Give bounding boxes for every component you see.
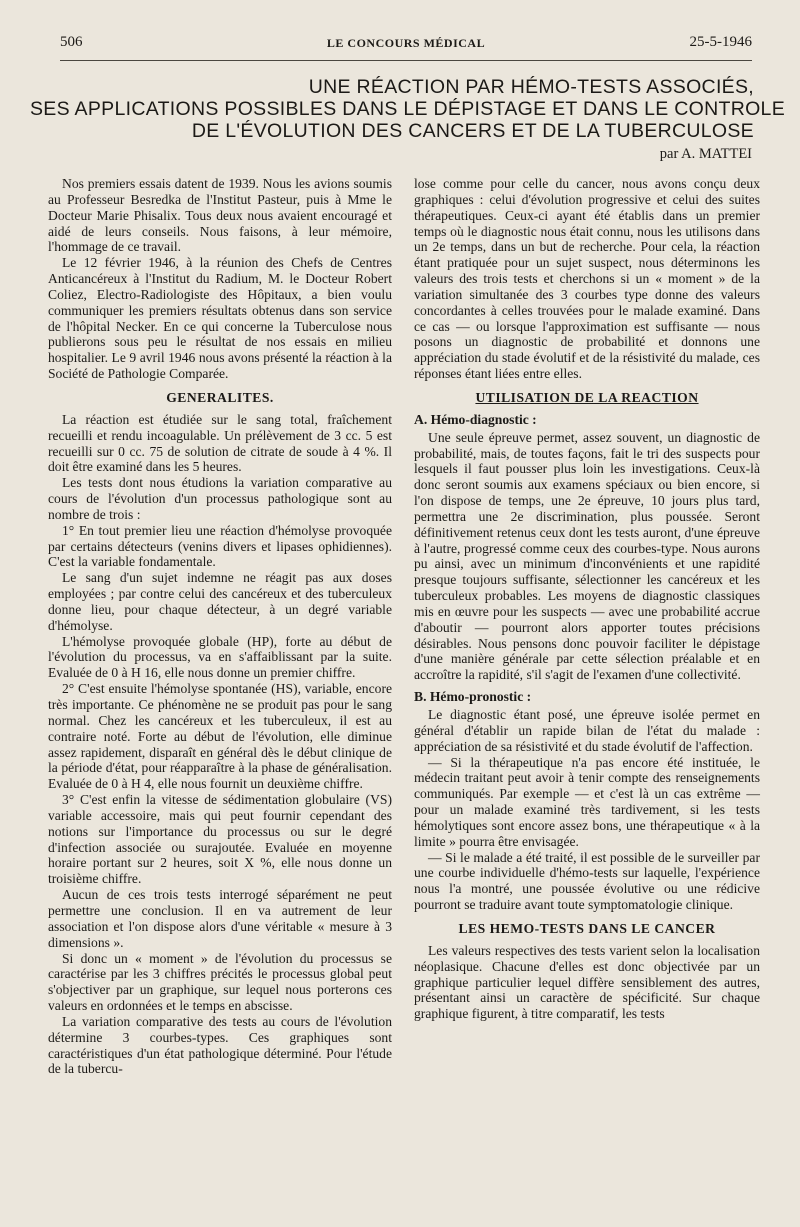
- title-line: UNE RÉACTION PAR HÉMO-TESTS ASSOCIÉS,: [308, 76, 754, 98]
- paragraph: Si donc un « moment » de l'évolution du processus se caractérise par les 3 chiffres précités le processus global peut s'objectiver par un graphique, sur lequel nous porterons ces valeurs en ordonnées et le temps en abscisse.: [48, 950, 392, 1014]
- paragraph: La réaction est étudiée sur le sang total, fraîchement recueilli et rendu incoagulable. Un prélèvement de 3 cc. 5 est recueilli sur 0 cc. 75 de solution de citrate de soude à 4 %. Il doit être examiné dans les 5 heures.: [48, 411, 392, 475]
- running-header: [60, 34, 752, 54]
- subsection-heading: A. Hémo-diagnostic :: [414, 411, 537, 427]
- author-byline: par A. MATTEI: [659, 146, 752, 162]
- paragraph: Aucun de ces trois tests interrogé séparément ne peut permettre une conclusion. Il en va autrement de leur association et l'on dispose alors d'une véritable « mesure à 3 dimensions ».: [48, 887, 392, 950]
- paragraph: 3° C'est enfin la vitesse de sédimentation globulaire (VS) variable accessoire, mais qui peut fournir cependant des notions sur l'importance du processus ou sur le degré d'infection associée ou surajoutée. Evaluée en moyenne horaire portant sur 2 heures, soit X %, elle nous donne un troisième chiffre.: [48, 792, 392, 887]
- paragraph: L'hémolyse provoquée globale (HP), forte au début de l'évolution du processus, va en s'affaiblissant par la suite. Evaluée de 0 à H 16, elle nous donne un premier chiffre.: [48, 633, 392, 681]
- page-number: 506: [60, 34, 83, 50]
- paragraph: — Si la thérapeutique n'a pas encore été instituée, le médecin traitant peut avoir à tenir compte des renseignements communiqués. Par exemple — et c'est là un cas extrême — pour un malade examiné très tardivement, si les tests hémolytiques sont encore assez bons, une thérapeutique « à la limite » pourra être envisagée.: [414, 754, 760, 849]
- title-line: DE L'ÉVOLUTION DES CANCERS ET DE LA TUBERCULOSE: [191, 120, 754, 142]
- paragraph: Le sang d'un sujet indemne ne réagit pas aux doses employées ; par contre celui des cancéreux et des tuberculeux donne lieu, pour chaque détecteur, à un degré variable d'hémolyse.: [48, 570, 392, 633]
- paragraph: La variation comparative des tests au cours de l'évolution détermine 3 courbes-types. Ces graphiques sont caractéristiques d'un état pathologique déterminé. Pour l'étude de la tubercu-: [48, 1013, 392, 1077]
- paragraph: Une seule épreuve permet, assez souvent, un diagnostic de probabilité, mais, de toutes façons, fait le tri des suspects pour lesquels il faut pousser plus loin les investigations. Ceux-là donc seront soumis aux examens spéciaux ou bien encore, si l'on dispose de temps, une 2e épreuve, 10 jours plus tard, permettra une 2e discrimination, plus poussée. Seront définitivement retenus ceux dont les tests auront, d'une épreuve à l'autre, progressé comme ceux des courbes-type. Nous aurons pu ainsi, avec un minimum d'inconvénients et une rapidité presque toujours suffisante, sélectionner les cancéreux et les tuberculeux probables. Les moyens de diagnostic classiques mis en œuvre pour les suspects — avec une probabilité accrue d'aboutir — pourront alors apporter toutes précisions désirables. Nous pensons donc pouvoir faciliter le dépistage d'une manière générale par cette sélection préalable et en accroître la rapidité, s'il s'agit de l'examen d'une collectivité.: [414, 429, 760, 683]
- right-column: [414, 176, 760, 1022]
- title-line: SES APPLICATIONS POSSIBLES DANS LE DÉPISTAGE ET DANS LE CONTROLE: [30, 98, 786, 120]
- paragraph: Le 12 février 1946, à la réunion des Chefs de Centres Anticancéreux à l'Institut du Radium, M. le Docteur Robert Coliez, Electro-Radiologiste des Hôpitaux, a bien voulu communiquer les premiers résultats obtenus dans son service de l'hôpital Necker. En ce qui concerne la Tuberculose nous publierons sous peu le résultat de nos essais en milieu hospitalier. Le 9 avril 1946 nous avons présenté la réaction à la Société de Pathologie Comparée.: [48, 255, 392, 382]
- section-heading: UTILISATION DE LA REACTION: [475, 389, 699, 405]
- paragraph: 1° En tout premier lieu une réaction d'hémolyse provoquée par certains détecteurs (venins divers et lipases ophidiennes). C'est la variable fondamentale.: [48, 522, 392, 570]
- paragraph: Nos premiers essais datent de 1939. Nous les avions soumis au Professeur Besredka de l'Institut Pasteur, puis à Mme le Docteur Marie Phisalix. Tous deux nous avaient encouragé et aidé de leurs conseils. Nous faisons, à leur mémoire, l'hommage de ce travail.: [48, 176, 392, 255]
- article-title: [30, 76, 786, 142]
- paragraph: — Si le malade a été traité, il est possible de le surveiller par une courbe individuelle d'hémo-tests sur laquelle, l'expérience nous l'a montré, une poussée évolutive ou une rédicive pourront se traduire avant toute symptomatologie clinique.: [414, 849, 760, 913]
- issue-date: 25-5-1946: [689, 34, 752, 50]
- header-rule: [60, 60, 752, 61]
- section-heading: LES HEMO-TESTS DANS LE CANCER: [458, 920, 716, 936]
- journal-name: LE CONCOURS MÉDICAL: [326, 36, 486, 50]
- paragraph: 2° C'est ensuite l'hémolyse spontanée (HS), variable, encore très importante. Ce phénomène ne se produit pas pour le sang normal. Chez les cancéreux et les tuberculeux, il est au contraire noté. Forte au début de l'évolution, elle diminue assez rapidement, disparaît en général dès le début clinique de la période d'état, pour réapparaître à la phase de généralisation. Evaluée de 0 à H 4, elle nous fournit un deuxième chiffre.: [48, 681, 392, 792]
- paragraph: lose comme pour celle du cancer, nous avons conçu deux graphiques : celui d'évolution progressive et celui des suites thérapeutiques. Ceux-ci ayant été établis dans un premier temps où le diagnostic nous était connu, nous les utilisons dans un 2e temps, dans un but de recherche. Pour cela, la réaction étant pratiquée pour un sujet suspect, nous déterminons les valeurs des trois tests et cherchons si un « moment » de la variation simultanée des 3 courbes type donne des valeurs concordantes à celles trouvées pour le malade examiné. Dans ce cas — ou lorsque l'approximation est suffisante — nous posons un diagnostic de probabilité et donnons une appréciation du stade évolutif et de la résistivité du malade, ces réponses étant liées entre elles.: [414, 176, 760, 382]
- paragraph: Les tests dont nous étudions la variation comparative au cours de l'évolution d'un processus pathologique sont au nombre de trois :: [48, 475, 392, 522]
- paragraph: Le diagnostic étant posé, une épreuve isolée permet en général d'établir un rapide bilan de l'état du malade : appréciation de sa résistivité et du stade évolutif de l'affection.: [414, 707, 760, 754]
- left-column: [48, 176, 392, 1077]
- section-heading: GENERALITES.: [166, 389, 274, 405]
- paragraph: Les valeurs respectives des tests varient selon la localisation néoplasique. Chacune d'elles est donc objectivée par un graphique particulier lequel diffère sensiblement des autres, présentant ainsi un caractère de spécificité. Sur chaque graphique figurent, à titre comparatif, les tests: [414, 942, 760, 1022]
- subsection-heading: B. Hémo-pronostic :: [414, 689, 532, 705]
